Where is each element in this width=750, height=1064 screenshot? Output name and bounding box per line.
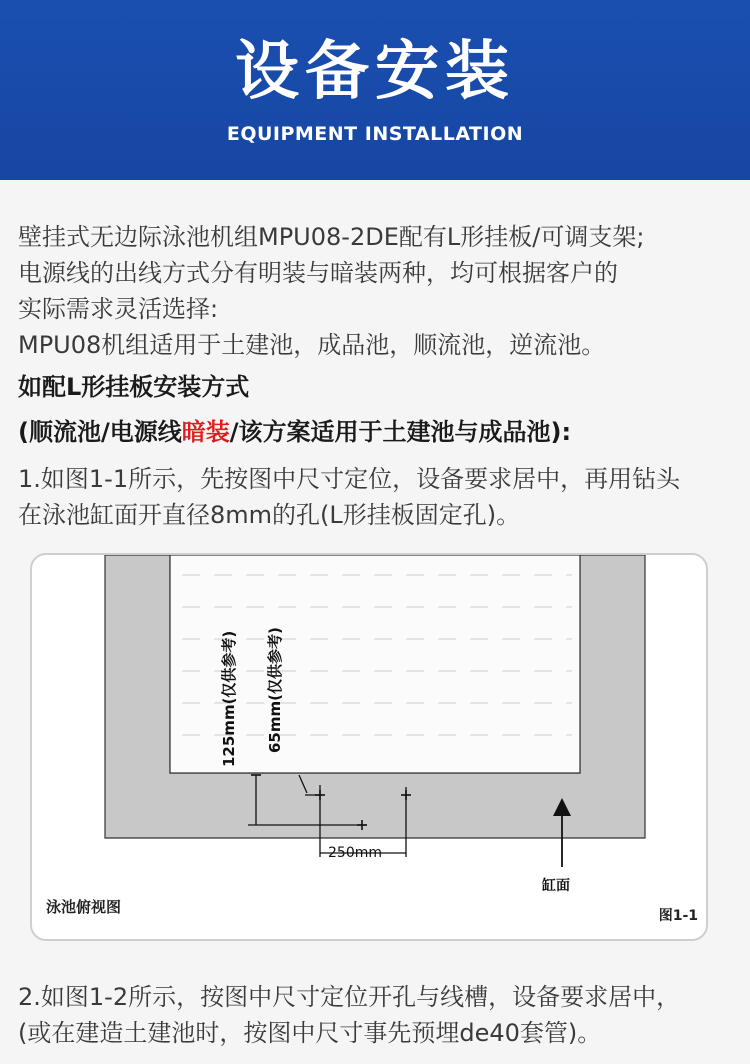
- dim-65-label: 65mm(仅供参考): [266, 627, 284, 753]
- page-title: 设备安装: [235, 35, 515, 109]
- intro-line-1: 壁挂式无边际泳池机组MPU08-2DE配有L形挂板/可调支架;: [18, 223, 645, 251]
- dim-125-label: 125mm(仅供参考): [220, 630, 238, 767]
- page-subtitle: EQUIPMENT INSTALLATION: [226, 123, 524, 145]
- step1-line-2: 在泳池缸面开直径8mm的孔(L形挂板固定孔)。: [18, 501, 521, 529]
- section-note: [18, 415, 732, 449]
- note-highlight: 暗装: [181, 418, 230, 446]
- step2-line-1: 2.如图1-2所示，按图中尺寸定位开孔与线槽，设备要求居中，: [18, 983, 681, 1011]
- intro-line-2: 电源线的出线方式分有明装与暗装两种，均可根据客户的: [18, 259, 618, 287]
- diagram-svg: [32, 555, 708, 941]
- figure-id: 图1-1: [658, 908, 698, 924]
- note-suffix: /该方案适用于土建池与成品池):: [229, 418, 572, 446]
- intro-line-3: 实际需求灵活选择:: [18, 295, 219, 323]
- intro-line-4: MPU08机组适用于土建池，成品池，顺流池，逆流池。: [18, 331, 606, 359]
- note-prefix: (顺流池/电源线: [18, 418, 182, 446]
- header-banner: [0, 0, 750, 180]
- dim-250-label: 250mm: [328, 845, 382, 861]
- step1-line-1: 1.如图1-1所示，先按图中尺寸定位，设备要求居中，再用钻头: [18, 465, 681, 493]
- wall-label: 缸面: [542, 878, 570, 894]
- section-heading: 如配L形挂板安装方式: [18, 373, 250, 401]
- pool-top-view-diagram: [30, 553, 708, 941]
- step2-line-2: (或在建造土建池时，按图中尺寸事先预埋de40套管)。: [18, 1019, 602, 1047]
- view-caption: 泳池俯视图: [46, 898, 122, 916]
